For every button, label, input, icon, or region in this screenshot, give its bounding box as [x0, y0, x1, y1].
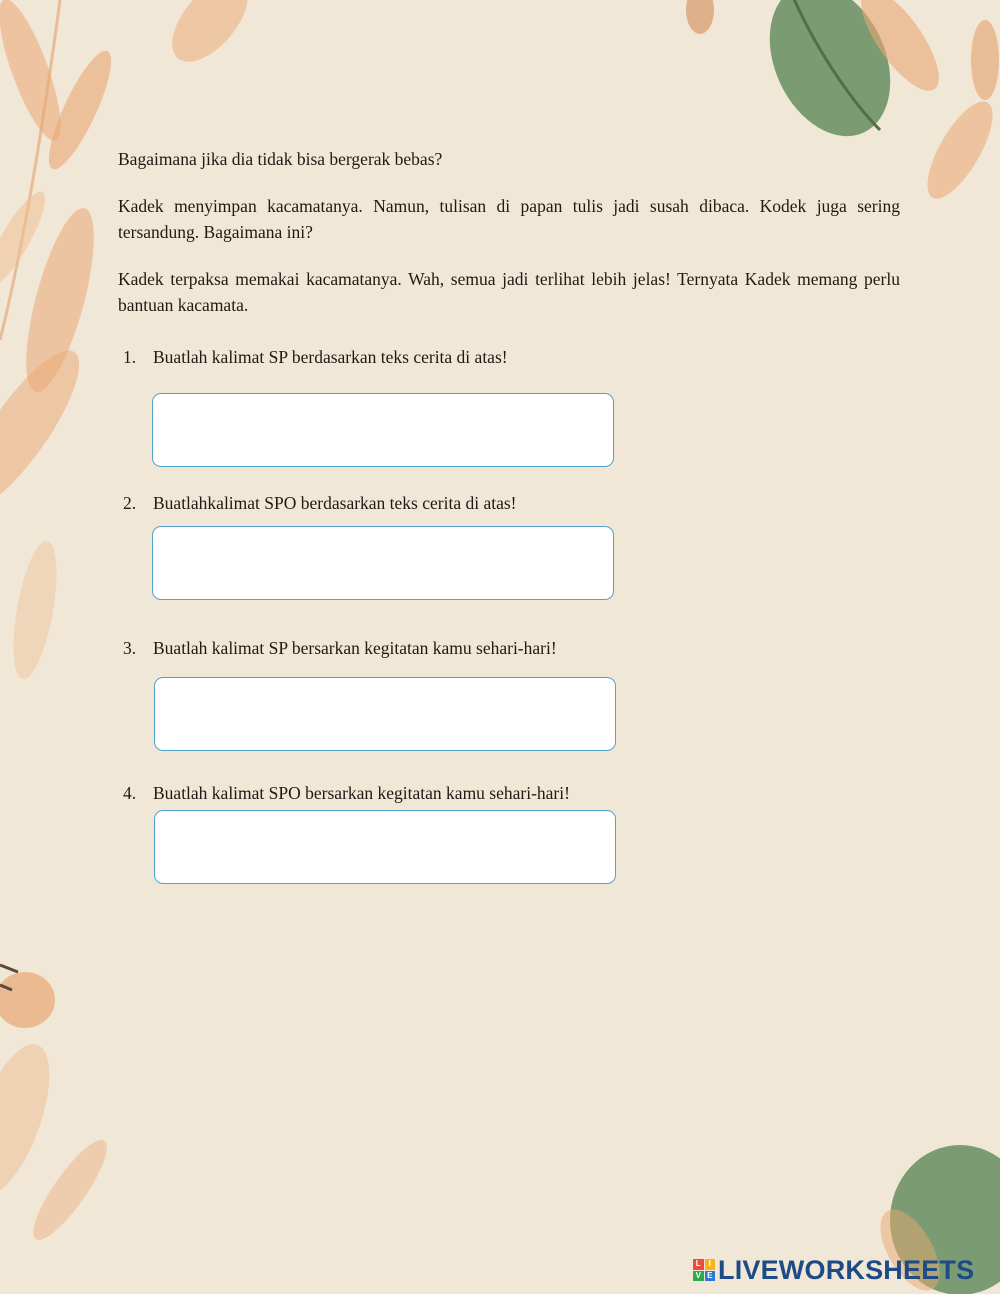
- question-number: 1.: [123, 347, 137, 367]
- paragraph-2: Kadek menyimpan kacamatanya. Namun, tulisan di papan tulis jadi susah dibaca. Kodek juga sering tersandung. Bagaimana ini?: [118, 196, 900, 242]
- answer-box-4[interactable]: [154, 810, 616, 884]
- answer-box-3[interactable]: [154, 677, 616, 751]
- logo-text: LIVEWORKSHEETS: [718, 1254, 975, 1285]
- question-2: [118, 490, 818, 516]
- question-text: Buatlah kalimat SPO bersarkan kegitatan kamu sehari-hari!: [153, 783, 570, 803]
- question-4: [118, 780, 818, 806]
- logo-mark-letter: I: [705, 1259, 716, 1270]
- question-text: Buatlahkalimat SPO berdasarkan teks cerita di atas!: [153, 493, 517, 513]
- paragraph-1: Bagaimana jika dia tidak bisa bergerak bebas?: [118, 149, 443, 169]
- liveworksheets-logo: [693, 1255, 974, 1285]
- question-number: 3.: [123, 638, 137, 658]
- question-text: Buatlah kalimat SP bersarkan kegitatan kamu sehari-hari!: [153, 638, 557, 658]
- question-1: [118, 344, 818, 370]
- answer-box-2[interactable]: [152, 526, 614, 600]
- logo-mark-letter: V: [693, 1271, 704, 1282]
- logo-mark-letter: L: [693, 1259, 704, 1270]
- logo-mark-icon: [693, 1259, 715, 1281]
- question-number: 2.: [123, 493, 137, 513]
- paragraph-3: Kadek terpaksa memakai kacamatanya. Wah, semua jadi terlihat lebih jelas! Ternyata Kadek memang perlu bantuan kacamata.: [118, 269, 900, 315]
- logo-mark-letter: E: [705, 1271, 716, 1282]
- answer-box-1[interactable]: [152, 393, 614, 467]
- question-text: Buatlah kalimat SP berdasarkan teks cerita di atas!: [153, 347, 508, 367]
- question-3: [118, 635, 818, 661]
- question-number: 4.: [123, 783, 137, 803]
- story-text: [118, 146, 900, 339]
